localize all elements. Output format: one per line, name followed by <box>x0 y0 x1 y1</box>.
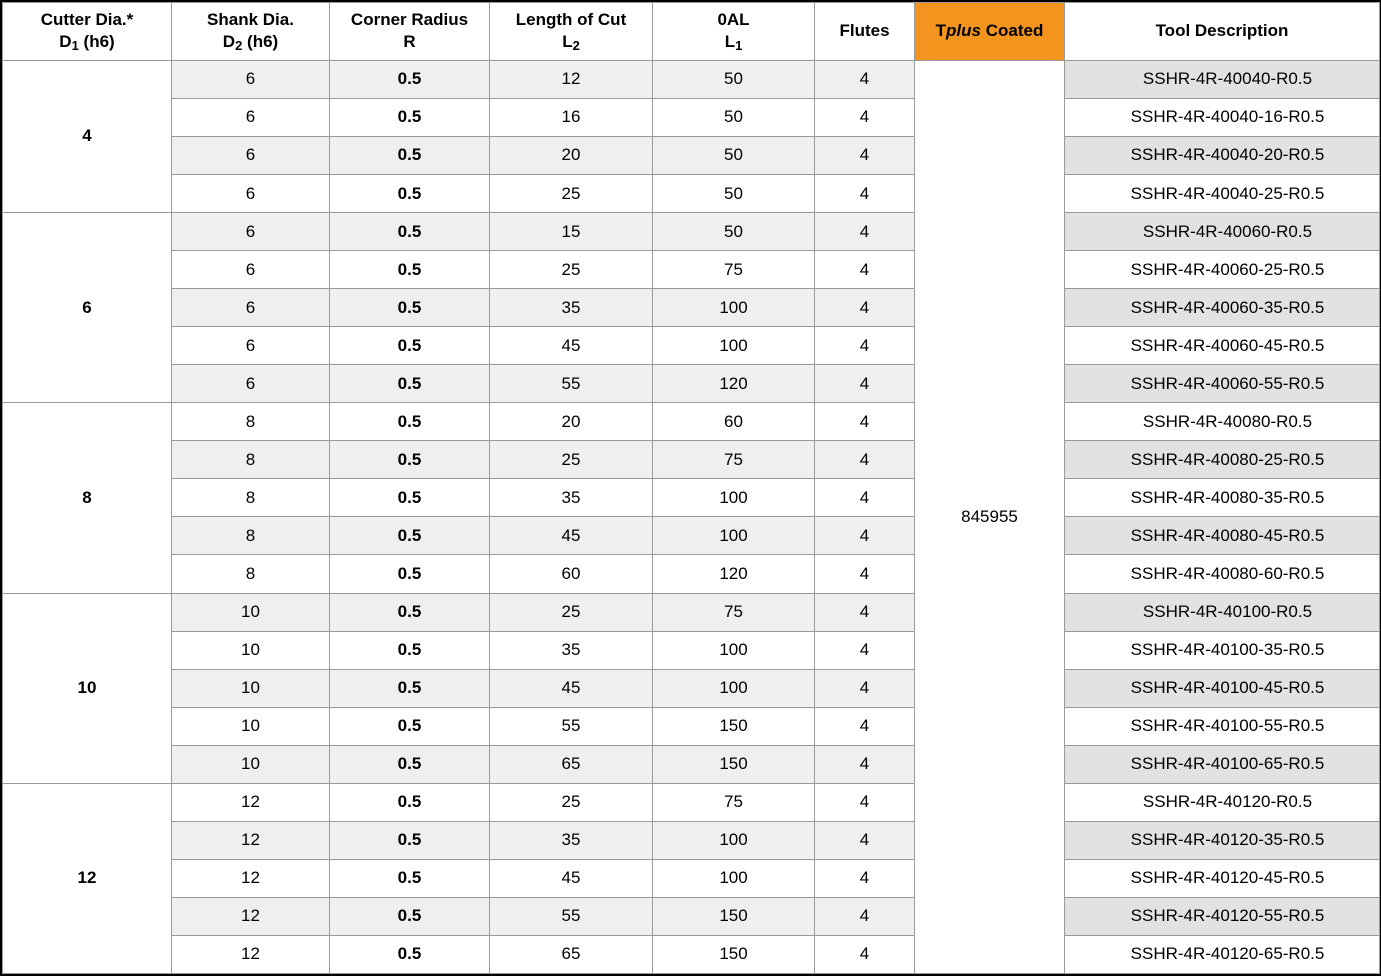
corner-radius-cell: 0.5 <box>330 517 490 555</box>
tool-description-cell: SSHR-4R-40040-16-R0.5 <box>1065 98 1380 136</box>
shank-dia-cell: 8 <box>172 479 330 517</box>
oal-cell: 50 <box>653 98 815 136</box>
corner-radius-cell: 0.5 <box>330 365 490 403</box>
cutter-dia-group-cell: 8 <box>3 403 172 593</box>
tool-description-cell: SSHR-4R-40060-55-R0.5 <box>1065 365 1380 403</box>
length-of-cut-cell: 35 <box>490 631 653 669</box>
length-of-cut-cell: 55 <box>490 897 653 935</box>
corner-radius-cell: 0.5 <box>330 251 490 289</box>
flutes-cell: 4 <box>815 593 915 631</box>
cutter-dia-group-cell: 4 <box>3 60 172 212</box>
tool-description-cell: SSHR-4R-40080-25-R0.5 <box>1065 441 1380 479</box>
table-row <box>3 555 1380 593</box>
table-row <box>3 136 1380 174</box>
corner-radius-cell: 0.5 <box>330 479 490 517</box>
shank-dia-cell: 10 <box>172 707 330 745</box>
length-of-cut-cell: 65 <box>490 745 653 783</box>
table-row <box>3 707 1380 745</box>
oal-line2: $L_1$ <box>724 32 743 54</box>
length-of-cut-cell: 20 <box>490 136 653 174</box>
length-of-cut-cell: 16 <box>490 98 653 136</box>
table-row <box>3 745 1380 783</box>
length-of-cut-cell: 65 <box>490 935 653 973</box>
corner-radius-cell: 0.5 <box>330 593 490 631</box>
oal-cell: 100 <box>653 479 815 517</box>
flutes-cell: 4 <box>815 897 915 935</box>
oal-cell: 150 <box>653 935 815 973</box>
shank-dia-cell: 12 <box>172 821 330 859</box>
length-of-cut-cell: 25 <box>490 593 653 631</box>
oal-cell: 100 <box>653 631 815 669</box>
oal-cell: 75 <box>653 593 815 631</box>
table-row <box>3 98 1380 136</box>
corner-radius-cell: 0.5 <box>330 289 490 327</box>
length-of-cut-cell: 25 <box>490 441 653 479</box>
shank-dia-line2: $D_2$ (h6) <box>222 32 279 54</box>
shank-dia-cell: 6 <box>172 60 330 98</box>
tool-description-cell: SSHR-4R-40040-25-R0.5 <box>1065 175 1380 213</box>
flutes-cell: 4 <box>815 136 915 174</box>
table-row <box>3 783 1380 821</box>
shank-dia-cell: 12 <box>172 897 330 935</box>
table-row <box>3 593 1380 631</box>
shank-dia-cell: 10 <box>172 593 330 631</box>
shank-dia-cell: 10 <box>172 745 330 783</box>
tool-description-cell: SSHR-4R-40060-25-R0.5 <box>1065 251 1380 289</box>
tool-description-cell: SSHR-4R-40100-R0.5 <box>1065 593 1380 631</box>
column-header-length-of-cut <box>490 3 653 61</box>
table-row <box>3 441 1380 479</box>
length-of-cut-cell: 35 <box>490 821 653 859</box>
flutes-cell: 4 <box>815 60 915 98</box>
table-row <box>3 327 1380 365</box>
shank-dia-cell: 8 <box>172 441 330 479</box>
tplus-coated-label: Tplus Coated <box>935 21 1044 41</box>
oal-cell: 100 <box>653 517 815 555</box>
column-header-shank-dia <box>172 3 330 61</box>
tool-description-cell: SSHR-4R-40080-R0.5 <box>1065 403 1380 441</box>
corner-radius-cell: 0.5 <box>330 60 490 98</box>
cutter-dia-group-cell: 10 <box>3 593 172 783</box>
corner-radius-cell: 0.5 <box>330 175 490 213</box>
tool-description-cell: SSHR-4R-40080-45-R0.5 <box>1065 517 1380 555</box>
column-header-cutter-dia <box>3 3 172 61</box>
table-body <box>3 60 1380 973</box>
flutes-cell: 4 <box>815 821 915 859</box>
cutter-dia-group-cell: 6 <box>3 213 172 403</box>
length-of-cut-cell: 25 <box>490 251 653 289</box>
length-of-cut-line2: $L_2$ <box>562 32 580 54</box>
shank-dia-cell: 12 <box>172 935 330 973</box>
tool-description-cell: SSHR-4R-40040-20-R0.5 <box>1065 136 1380 174</box>
tool-description-cell: SSHR-4R-40060-35-R0.5 <box>1065 289 1380 327</box>
column-header-tplus-coated <box>915 3 1065 61</box>
oal-cell: 150 <box>653 707 815 745</box>
oal-cell: 60 <box>653 403 815 441</box>
corner-radius-cell: 0.5 <box>330 821 490 859</box>
corner-radius-cell: 0.5 <box>330 403 490 441</box>
flutes-cell: 4 <box>815 175 915 213</box>
oal-cell: 50 <box>653 175 815 213</box>
shank-dia-cell: 6 <box>172 251 330 289</box>
corner-radius-cell: 0.5 <box>330 897 490 935</box>
flutes-cell: 4 <box>815 403 915 441</box>
length-of-cut-cell: 12 <box>490 60 653 98</box>
corner-radius-cell: 0.5 <box>330 935 490 973</box>
tplus-coated-value-cell: 845955 <box>915 60 1065 973</box>
table-row <box>3 935 1380 973</box>
table-row <box>3 821 1380 859</box>
oal-cell: 120 <box>653 365 815 403</box>
shank-dia-cell: 8 <box>172 555 330 593</box>
tool-description-cell: SSHR-4R-40120-R0.5 <box>1065 783 1380 821</box>
flutes-cell: 4 <box>815 441 915 479</box>
tool-description-label: Tool Description <box>1155 21 1289 41</box>
tool-description-cell: SSHR-4R-40120-55-R0.5 <box>1065 897 1380 935</box>
table-row <box>3 365 1380 403</box>
flutes-cell: 4 <box>815 517 915 555</box>
length-of-cut-line1: Length of Cut <box>515 10 627 29</box>
oal-cell: 150 <box>653 897 815 935</box>
tool-description-cell: SSHR-4R-40100-65-R0.5 <box>1065 745 1380 783</box>
tool-specification-table <box>2 2 1380 974</box>
oal-cell: 120 <box>653 555 815 593</box>
length-of-cut-cell: 15 <box>490 213 653 251</box>
table-row <box>3 631 1380 669</box>
shank-dia-cell: 6 <box>172 327 330 365</box>
column-header-corner-radius <box>330 3 490 61</box>
oal-cell: 75 <box>653 441 815 479</box>
shank-dia-cell: 6 <box>172 136 330 174</box>
corner-radius-cell: 0.5 <box>330 669 490 707</box>
flutes-cell: 4 <box>815 669 915 707</box>
oal-cell: 50 <box>653 136 815 174</box>
table-row <box>3 859 1380 897</box>
length-of-cut-cell: 45 <box>490 517 653 555</box>
shank-dia-cell: 12 <box>172 783 330 821</box>
length-of-cut-cell: 35 <box>490 289 653 327</box>
table-row <box>3 403 1380 441</box>
length-of-cut-cell: 60 <box>490 555 653 593</box>
corner-radius-cell: 0.5 <box>330 745 490 783</box>
oal-cell: 150 <box>653 745 815 783</box>
table-header <box>3 3 1380 61</box>
corner-radius-cell: 0.5 <box>330 136 490 174</box>
corner-radius-cell: 0.5 <box>330 213 490 251</box>
shank-dia-cell: 10 <box>172 669 330 707</box>
corner-radius-cell: 0.5 <box>330 783 490 821</box>
shank-dia-cell: 10 <box>172 631 330 669</box>
tool-description-cell: SSHR-4R-40100-45-R0.5 <box>1065 669 1380 707</box>
shank-dia-cell: 8 <box>172 517 330 555</box>
corner-radius-cell: 0.5 <box>330 327 490 365</box>
length-of-cut-cell: 45 <box>490 669 653 707</box>
oal-cell: 75 <box>653 783 815 821</box>
length-of-cut-cell: 35 <box>490 479 653 517</box>
oal-cell: 100 <box>653 821 815 859</box>
shank-dia-cell: 6 <box>172 98 330 136</box>
length-of-cut-cell: 55 <box>490 365 653 403</box>
cutter-dia-line2: $D_1$ (h6) <box>59 32 115 54</box>
table-row <box>3 213 1380 251</box>
shank-dia-line1: Shank Dia. <box>207 10 294 29</box>
flutes-cell: 4 <box>815 98 915 136</box>
oal-cell: 75 <box>653 251 815 289</box>
tool-description-cell: SSHR-4R-40120-65-R0.5 <box>1065 935 1380 973</box>
table-row <box>3 251 1380 289</box>
tool-description-cell: SSHR-4R-40120-35-R0.5 <box>1065 821 1380 859</box>
table-row <box>3 479 1380 517</box>
flutes-cell: 4 <box>815 289 915 327</box>
flutes-cell: 4 <box>815 707 915 745</box>
tool-description-cell: SSHR-4R-40060-R0.5 <box>1065 213 1380 251</box>
length-of-cut-cell: 25 <box>490 783 653 821</box>
oal-cell: 50 <box>653 213 815 251</box>
oal-line1: 0AL <box>717 10 750 29</box>
length-of-cut-cell: 55 <box>490 707 653 745</box>
flutes-label: Flutes <box>839 21 890 41</box>
cutter-dia-group-cell: 12 <box>3 783 172 973</box>
oal-cell: 100 <box>653 327 815 365</box>
length-of-cut-cell: 20 <box>490 403 653 441</box>
table-row <box>3 669 1380 707</box>
flutes-cell: 4 <box>815 251 915 289</box>
flutes-cell: 4 <box>815 327 915 365</box>
oal-cell: 100 <box>653 289 815 327</box>
tool-description-cell: SSHR-4R-40040-R0.5 <box>1065 60 1380 98</box>
length-of-cut-cell: 45 <box>490 859 653 897</box>
tool-description-cell: SSHR-4R-40080-60-R0.5 <box>1065 555 1380 593</box>
flutes-cell: 4 <box>815 213 915 251</box>
oal-cell: 50 <box>653 60 815 98</box>
shank-dia-cell: 6 <box>172 213 330 251</box>
header-row <box>3 3 1380 61</box>
flutes-cell: 4 <box>815 783 915 821</box>
column-header-tool-description <box>1065 3 1380 61</box>
table-row <box>3 60 1380 98</box>
table-row <box>3 517 1380 555</box>
shank-dia-cell: 12 <box>172 859 330 897</box>
table-row <box>3 289 1380 327</box>
tool-description-cell: SSHR-4R-40060-45-R0.5 <box>1065 327 1380 365</box>
corner-radius-cell: 0.5 <box>330 631 490 669</box>
flutes-cell: 4 <box>815 745 915 783</box>
shank-dia-cell: 6 <box>172 365 330 403</box>
tool-description-cell: SSHR-4R-40100-55-R0.5 <box>1065 707 1380 745</box>
flutes-cell: 4 <box>815 631 915 669</box>
corner-radius-cell: 0.5 <box>330 441 490 479</box>
column-header-oal <box>653 3 815 61</box>
shank-dia-cell: 8 <box>172 403 330 441</box>
corner-radius-cell: 0.5 <box>330 707 490 745</box>
tool-description-cell: SSHR-4R-40120-45-R0.5 <box>1065 859 1380 897</box>
corner-radius-line1: Corner Radius <box>350 10 469 29</box>
table-row <box>3 897 1380 935</box>
corner-radius-line2: R <box>403 32 416 52</box>
corner-radius-cell: 0.5 <box>330 98 490 136</box>
flutes-cell: 4 <box>815 479 915 517</box>
tool-description-cell: SSHR-4R-40080-35-R0.5 <box>1065 479 1380 517</box>
flutes-cell: 4 <box>815 555 915 593</box>
shank-dia-cell: 6 <box>172 289 330 327</box>
oal-cell: 100 <box>653 859 815 897</box>
oal-cell: 100 <box>653 669 815 707</box>
table-row <box>3 175 1380 213</box>
flutes-cell: 4 <box>815 935 915 973</box>
shank-dia-cell: 6 <box>172 175 330 213</box>
corner-radius-cell: 0.5 <box>330 555 490 593</box>
tool-description-cell: SSHR-4R-40100-35-R0.5 <box>1065 631 1380 669</box>
column-header-flutes <box>815 3 915 61</box>
length-of-cut-cell: 45 <box>490 327 653 365</box>
flutes-cell: 4 <box>815 859 915 897</box>
cutter-dia-line1: Cutter Dia.* <box>40 10 134 29</box>
corner-radius-cell: 0.5 <box>330 859 490 897</box>
length-of-cut-cell: 25 <box>490 175 653 213</box>
flutes-cell: 4 <box>815 365 915 403</box>
